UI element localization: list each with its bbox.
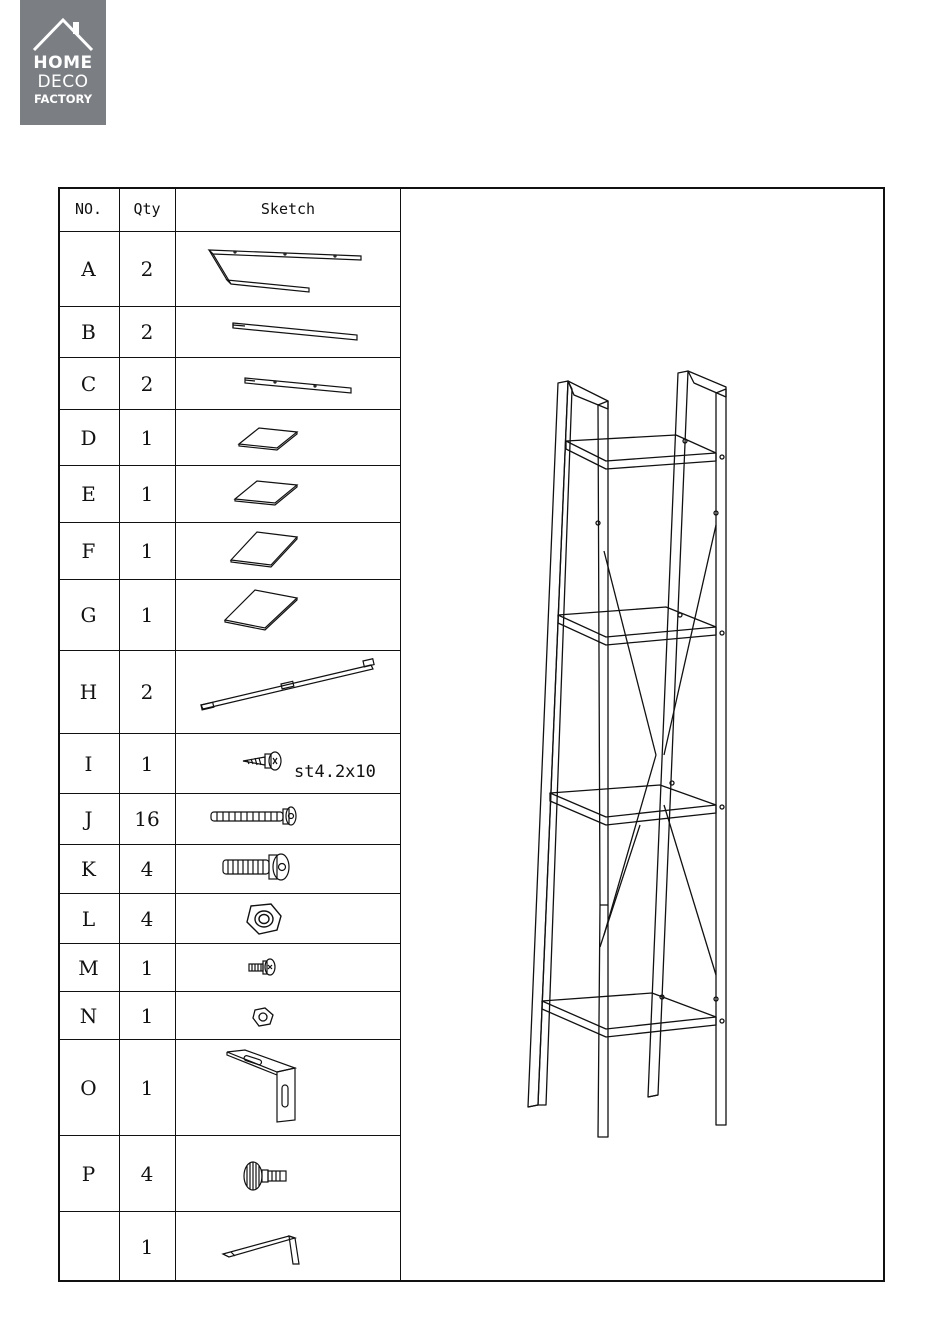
table-row [58, 651, 401, 734]
wall-bracket-icon [175, 1040, 401, 1135]
brand-logo [20, 0, 106, 125]
table-row [58, 580, 401, 651]
part-qty: 4 [140, 857, 154, 881]
part-letter: H [79, 680, 98, 704]
part-qty: 16 [134, 807, 160, 831]
part-qty: 1 [140, 425, 154, 450]
assembled-shelf-icon [520, 365, 740, 1149]
long-bolt-icon [175, 794, 401, 844]
part-qty: 1 [140, 955, 154, 980]
header-qty: Qty [133, 200, 161, 218]
part-letter: D [80, 425, 97, 450]
part-letter: I [84, 751, 93, 776]
brand-line-3: FACTORY [33, 92, 93, 106]
part-qty: 2 [140, 371, 154, 396]
part-letter: G [80, 603, 97, 627]
part-letter [58, 1212, 119, 1282]
part-letter: M [78, 955, 99, 980]
table-row [58, 1212, 401, 1282]
shelf-board-icon [175, 410, 401, 465]
table-header [58, 187, 401, 232]
cross-brace-rod-icon [175, 651, 401, 733]
a-frame-icon [175, 232, 401, 306]
table-row [58, 466, 401, 523]
screw-spec-label: st4.2x10 [294, 762, 376, 782]
brand-line-1: HOME [33, 53, 93, 73]
part-qty: 1 [140, 1003, 154, 1028]
part-letter: E [81, 482, 96, 506]
table-row [58, 1040, 401, 1136]
part-letter: K [81, 857, 96, 881]
part-letter: O [80, 1075, 97, 1100]
part-letter: F [81, 539, 96, 563]
bolt-icon [175, 845, 401, 893]
part-qty: 1 [140, 1075, 154, 1100]
part-qty: 2 [140, 257, 154, 281]
brand-line-2: DECO [37, 72, 89, 92]
header-no: NO. [74, 200, 103, 218]
leveling-foot-icon [175, 1136, 401, 1211]
part-qty: 1 [140, 751, 154, 776]
shelf-board-icon [175, 580, 401, 650]
table-row [58, 410, 401, 466]
table-row [58, 894, 401, 944]
part-letter: A [81, 257, 96, 281]
part-letter: L [81, 906, 96, 931]
part-letter: B [81, 320, 96, 344]
part-letter: N [79, 1003, 98, 1028]
small-screw-icon [175, 944, 401, 991]
long-bar-icon [175, 307, 401, 357]
short-bar-icon [175, 358, 401, 409]
small-nut-icon [175, 992, 401, 1039]
shelf-board-icon [175, 523, 401, 579]
header-sketch: Sketch [260, 200, 316, 218]
table-row [58, 992, 401, 1040]
table-row [58, 944, 401, 992]
part-qty: 4 [140, 906, 154, 931]
table-row [58, 232, 401, 307]
part-qty: 1 [140, 603, 154, 627]
part-qty: 2 [140, 680, 154, 704]
table-row [58, 1136, 401, 1212]
part-letter: J [84, 807, 93, 831]
table-row [58, 845, 401, 894]
table-row [58, 307, 401, 358]
part-letter: C [80, 371, 97, 396]
part-qty: 4 [140, 1161, 154, 1186]
part-qty: 2 [140, 320, 154, 344]
table-row [58, 358, 401, 410]
part-qty: 1 [140, 482, 154, 506]
house-roof-icon [32, 14, 94, 52]
table-row [58, 523, 401, 580]
part-qty: 1 [140, 539, 154, 563]
shelf-board-icon [175, 466, 401, 522]
table-row [58, 794, 401, 845]
nut-icon [175, 894, 401, 943]
part-qty: 1 [140, 1235, 154, 1259]
part-letter: P [81, 1161, 96, 1186]
allen-key-icon [175, 1212, 401, 1282]
